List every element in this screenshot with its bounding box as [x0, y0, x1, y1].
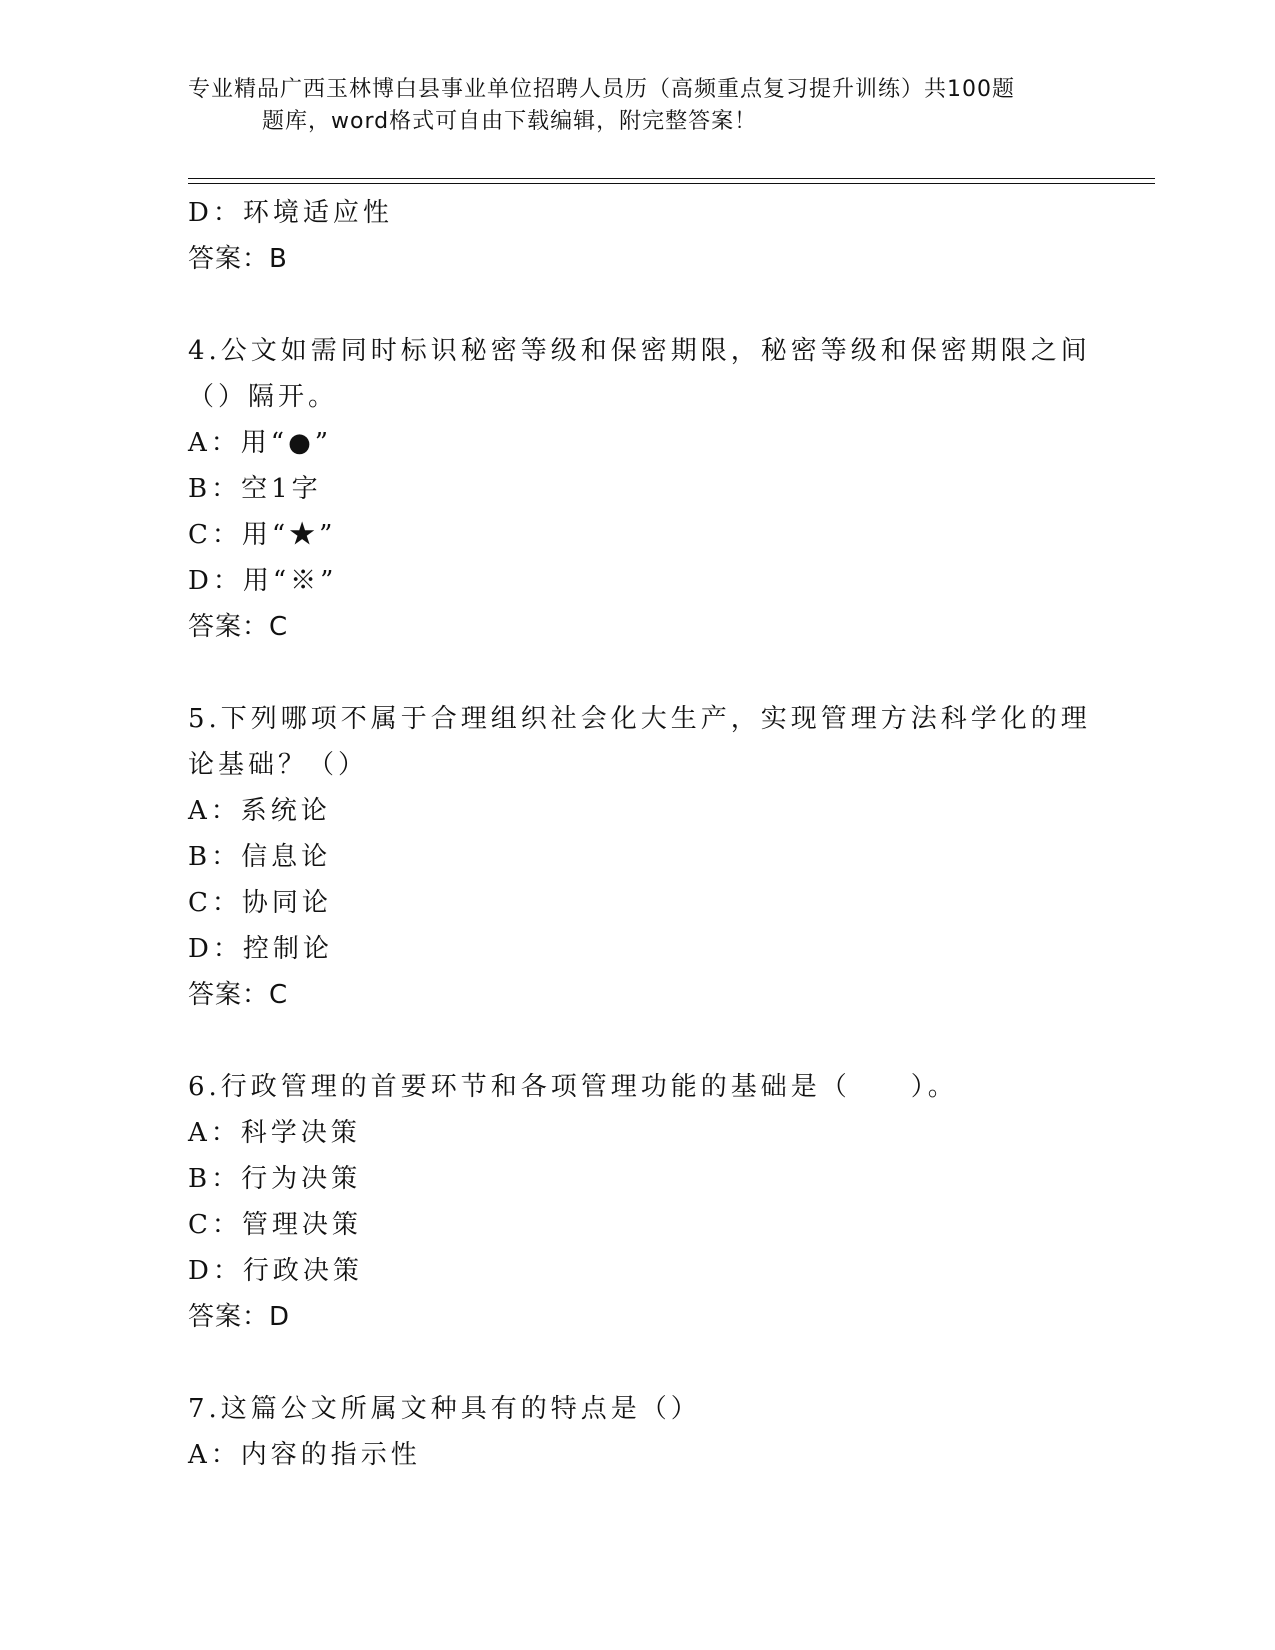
option-b: B：行为决策 — [188, 1164, 362, 1194]
question-stem-line-1: 6.行政管理的首要环节和各项管理功能的基础是（ ）。 — [188, 1072, 958, 1102]
question-stem-line-1: 5.下列哪项不属于合理组织社会化大生产，实现管理方法科学化的理 — [188, 704, 1091, 734]
option-c: C：协同论 — [188, 888, 332, 918]
option-d: D：行政决策 — [188, 1256, 363, 1286]
answer-text: 答案：C — [188, 612, 289, 642]
question-stem-line-2: 论基础？（） — [188, 750, 369, 780]
option-a: A：内容的指示性 — [188, 1440, 421, 1470]
header-divider-top — [188, 178, 1155, 179]
question-stem-line-1: 4.公文如需同时标识秘密等级和保密期限，秘密等级和保密期限之间 — [188, 336, 1091, 366]
header-title-line-2: 题库，word格式可自由下载编辑，附完整答案！ — [262, 109, 758, 134]
option-d: D：控制论 — [188, 934, 333, 964]
spacer — [188, 1018, 1088, 1064]
question-block-6 — [188, 1064, 1088, 1340]
spacer — [188, 282, 1088, 328]
question-stem-line-2: （）隔开。 — [188, 382, 339, 412]
option-a: A：系统论 — [188, 796, 331, 826]
option-c: C：用“★” — [188, 520, 337, 550]
option-b: B：信息论 — [188, 842, 332, 872]
option-d: D：环境适应性 — [188, 198, 393, 228]
option-a: A：用“●” — [188, 428, 333, 458]
question-block-prev — [188, 190, 1088, 282]
page-header — [188, 74, 1088, 138]
spacer — [188, 1340, 1088, 1386]
answer-text: 答案：D — [188, 1302, 291, 1332]
option-c: C：管理决策 — [188, 1210, 362, 1240]
option-d: D：用“※” — [188, 566, 338, 596]
header-title-line-1: 专业精品广西玉林博白县事业单位招聘人员历（高频重点复习提升训练）共100题 — [188, 77, 1015, 102]
option-b: B：空1字 — [188, 474, 322, 504]
question-block-4 — [188, 328, 1091, 650]
answer-text: 答案：C — [188, 980, 289, 1010]
spacer — [188, 650, 1088, 696]
question-stem-line-1: 7.这篇公文所属文种具有的特点是（） — [188, 1394, 701, 1424]
question-block-7 — [188, 1386, 1088, 1478]
header-divider-bottom — [188, 183, 1155, 184]
option-a: A：科学决策 — [188, 1118, 361, 1148]
answer-text: 答案：B — [188, 244, 288, 274]
question-block-5 — [188, 696, 1091, 1018]
question-content — [188, 190, 1091, 1478]
